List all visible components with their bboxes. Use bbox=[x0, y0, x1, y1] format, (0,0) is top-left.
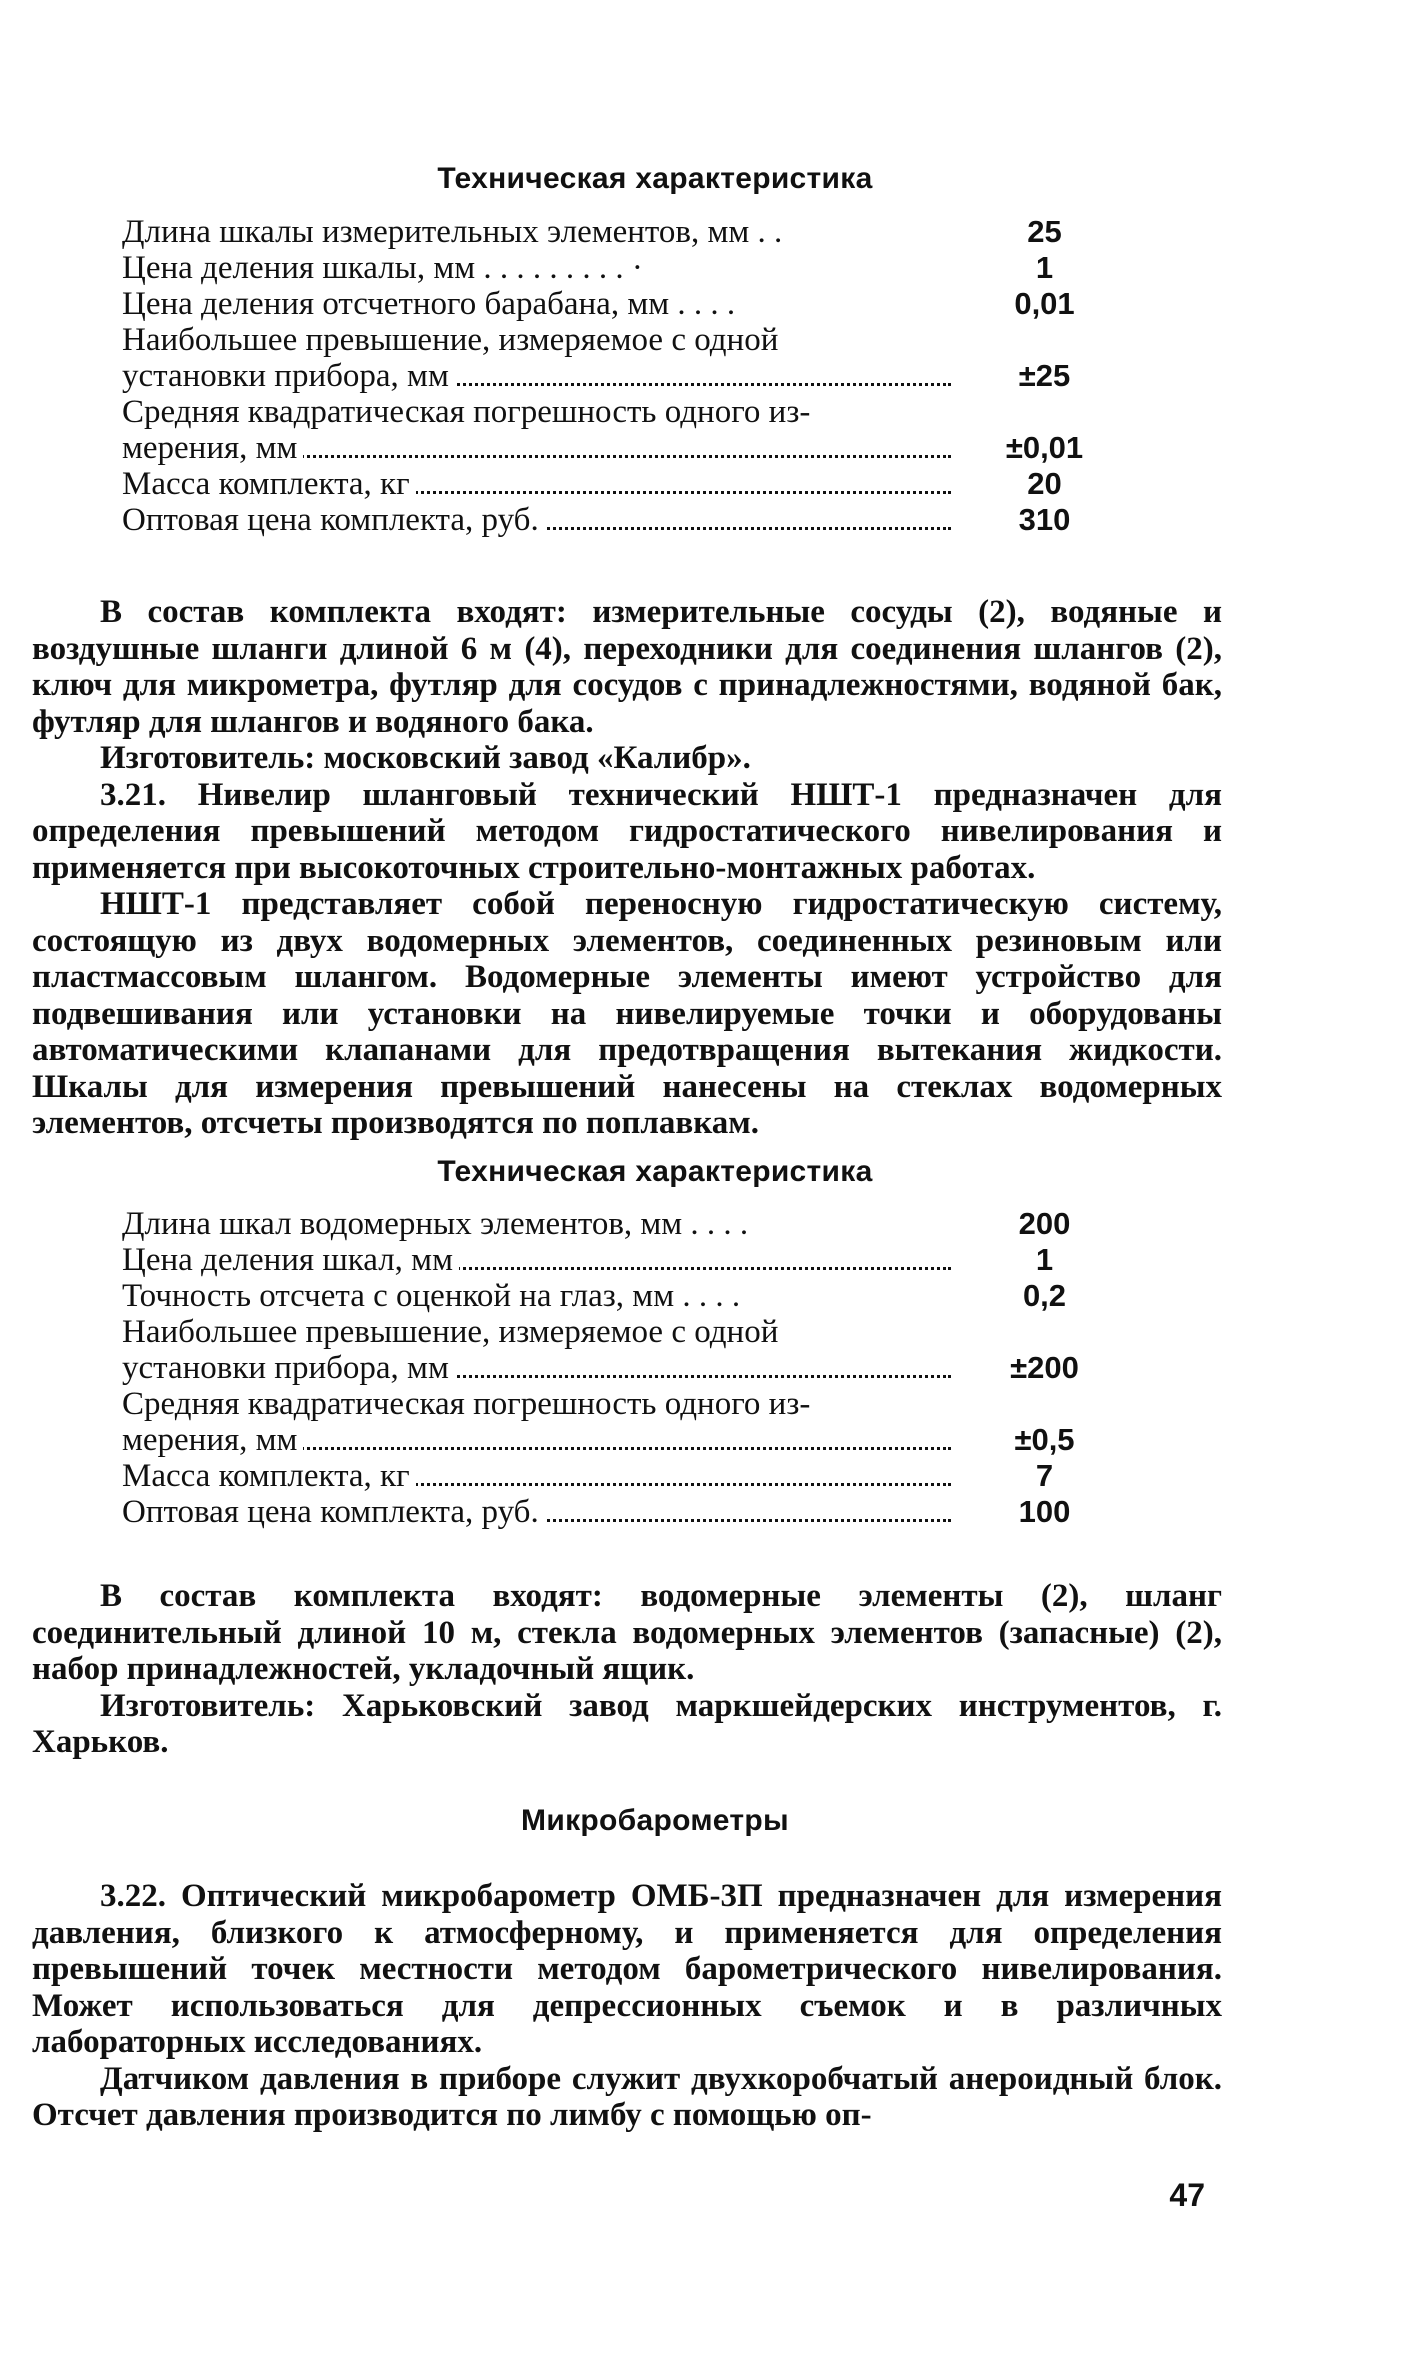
spec-label: Длина шкалы измерительных элементов, мм . . bbox=[122, 214, 957, 250]
spec-row bbox=[122, 1350, 1132, 1386]
spec-label: Масса комплекта, кг bbox=[122, 1458, 957, 1494]
spec-value: 20 bbox=[1027, 466, 1062, 501]
spec-row bbox=[122, 1278, 1132, 1314]
spec-row bbox=[122, 286, 1132, 322]
spec-label: Цена деления отсчетного барабана, мм . . . . bbox=[122, 286, 957, 322]
paragraph-composition-1: В состав комплекта входят: измерительные сосуды (2), водяные и воздушные шланги длиной 6 м (4), переходники для соединения шлангов (2), ключ для микрометра, футляр для сосудов с принадлежностями, водяной бак, футляр для шлангов и водяного бака. bbox=[32, 594, 1222, 740]
section-heading-microbarometers: Микробарометры bbox=[521, 1804, 789, 1837]
spec-value: ±0,01 bbox=[1005, 430, 1084, 465]
body-text-block-3 bbox=[32, 1878, 1222, 2134]
paragraph-sensor: Датчиком давления в приборе служит двухкоробчатый анероидный блок. Отсчет давления производится по лимбу с помощью оп- bbox=[32, 2060, 1222, 2133]
paragraph-manufacturer-1: Изготовитель: московский завод «Калибр». bbox=[100, 740, 751, 776]
spec-value: 25 bbox=[1027, 214, 1062, 249]
spec-row bbox=[122, 358, 1132, 394]
spec-table-2 bbox=[122, 1206, 1132, 1530]
spec-label: Оптовая цена комплекта, руб. bbox=[122, 502, 957, 538]
spec-row bbox=[122, 502, 1132, 538]
body-text-block-1 bbox=[32, 594, 1222, 1142]
spec-label: Длина шкал водомерных элементов, мм . . . . bbox=[122, 1206, 957, 1242]
spec-label: мерения, мм bbox=[122, 1422, 957, 1458]
page-number: 47 bbox=[1169, 2177, 1205, 2213]
spec-label: Цена деления шкалы, мм . . . . . . . . . · bbox=[122, 250, 957, 286]
spec-label: Наибольшее превышение, измеряемое с одной bbox=[122, 1314, 957, 1350]
spec-value: 0,01 bbox=[1014, 286, 1075, 321]
paragraph-manufacturer-2: Изготовитель: Харьковский завод маркшейдерских инструментов, г. Харьков. bbox=[32, 1687, 1222, 1760]
spec-row bbox=[122, 1458, 1132, 1494]
spec-value: 1 bbox=[1035, 250, 1054, 285]
spec-label: Точность отсчета с оценкой на глаз, мм . . . . bbox=[122, 1278, 957, 1314]
spec-row bbox=[122, 1386, 1132, 1422]
spec-value: 7 bbox=[1035, 1458, 1054, 1493]
paragraph-description-nsht: НШТ-1 представляет собой переносную гидростатическую систему, состоящую из двух водомерных элементов, соединенных резиновым или пластмассовым шлангом. Водомерные элементы имеют устройство для подвешивания или установки на нивелируемые точки и оборудованы автоматическими клапанами для предотвращения вытекания жидкости. Шкалы для измерения превышений нанесены на стеклах водомерных элементов, отсчеты производятся по поплавкам. bbox=[32, 886, 1222, 1141]
spec-label: Цена деления шкал, мм bbox=[122, 1242, 957, 1278]
spec-label: Оптовая цена комплекта, руб. bbox=[122, 1494, 957, 1530]
body-text-block-2 bbox=[32, 1578, 1222, 1761]
spec-row bbox=[122, 322, 1132, 358]
spec-row bbox=[122, 1206, 1132, 1242]
spec-table-1 bbox=[122, 214, 1132, 538]
spec-label: установки прибора, мм bbox=[122, 358, 957, 394]
spec-row bbox=[122, 394, 1132, 430]
spec-row bbox=[122, 250, 1132, 286]
section-heading-technical-2: Техническая характеристика bbox=[437, 1155, 873, 1188]
spec-row bbox=[122, 214, 1132, 250]
spec-value: ±200 bbox=[1010, 1350, 1079, 1385]
spec-label: мерения, мм bbox=[122, 430, 957, 466]
spec-value: 310 bbox=[1018, 502, 1071, 537]
spec-label: Средняя квадратическая погрешность одного из- bbox=[122, 394, 957, 430]
spec-label: Средняя квадратическая погрешность одного из- bbox=[122, 1386, 957, 1422]
spec-row bbox=[122, 1242, 1132, 1278]
paragraph-item-3-21: 3.21. Нивелир шланговый технический НШТ-1 предназначен для определения превышений методом гидростатического нивелирования и применяется при высокоточных строительно-монтажных работах. bbox=[32, 776, 1222, 886]
spec-row bbox=[122, 430, 1132, 466]
spec-label: Масса комплекта, кг bbox=[122, 466, 957, 502]
paragraph-composition-2: В состав комплекта входят: водомерные элементы (2), шланг соединительный длиной 10 м, стекла водомерных элементов (запасные) (2), набор принадлежностей, укладочный ящик. bbox=[32, 1578, 1222, 1687]
spec-row bbox=[122, 1314, 1132, 1350]
spec-row bbox=[122, 1494, 1132, 1530]
spec-value: 0,2 bbox=[1022, 1278, 1067, 1313]
spec-value: 100 bbox=[1018, 1494, 1071, 1529]
spec-value: 200 bbox=[1018, 1206, 1071, 1241]
section-heading-technical-1: Техническая характеристика bbox=[437, 162, 873, 195]
spec-row bbox=[122, 466, 1132, 502]
spec-label: установки прибора, мм bbox=[122, 1350, 957, 1386]
spec-label: Наибольшее превышение, измеряемое с одной bbox=[122, 322, 957, 358]
spec-value: ±25 bbox=[1018, 358, 1071, 393]
spec-value: 1 bbox=[1035, 1242, 1054, 1277]
spec-value: ±0,5 bbox=[1014, 1422, 1075, 1457]
spec-row bbox=[122, 1422, 1132, 1458]
paragraph-item-3-22: 3.22. Оптический микробарометр ОМБ-3П предназначен для измерения давления, близкого к атмосферному, и применяется для определения превышений точек местности методом барометрического нивелирования. Может использоваться для депрессионных съемок и в различных лабораторных исследованиях. bbox=[32, 1878, 1222, 2060]
